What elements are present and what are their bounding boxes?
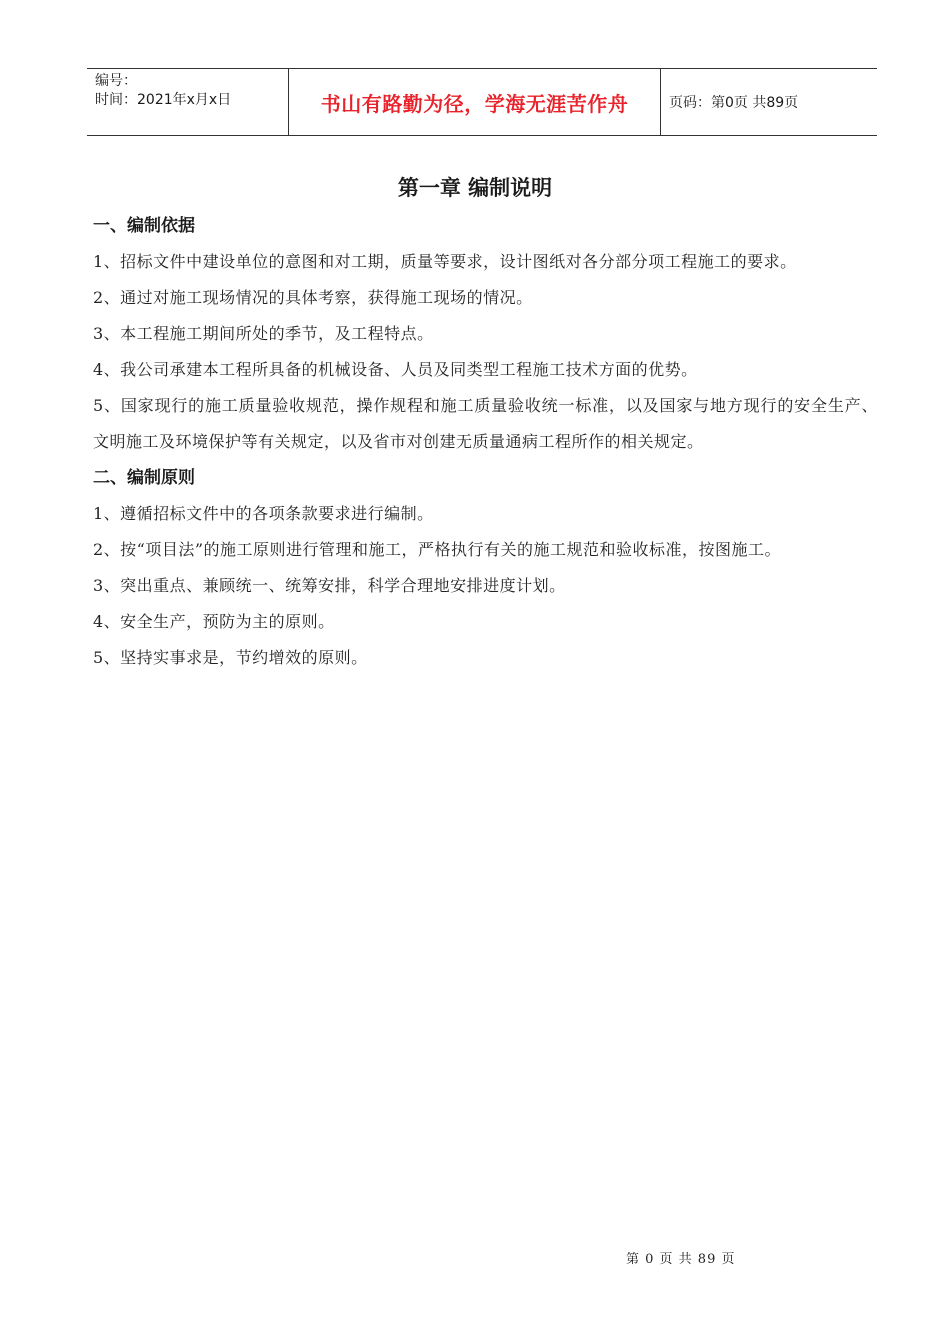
header-page-cell [661, 69, 877, 135]
document-time-label: 时间：2021年x月x日 [95, 92, 232, 108]
paragraph: 1、招标文件中建设单位的意图和对工期，质量等要求，设计图纸对各分部分项工程施工的要求。 [93, 252, 797, 271]
header-motto-cell [288, 69, 661, 135]
document-body [93, 208, 878, 676]
paragraph: 3、突出重点、兼顾统一、统筹安排，科学合理地安排进度计划。 [93, 576, 566, 595]
paragraph: 3、本工程施工期间所处的季节，及工程特点。 [93, 324, 434, 343]
paragraph: 2、按“项目法”的施工原则进行管理和施工，严格执行有关的施工规范和验收标准，按图施工。 [93, 540, 782, 559]
paragraph: 4、我公司承建本工程所具备的机械设备、人员及同类型工程施工技术方面的优势。 [93, 360, 698, 379]
header-page-info: 页码：第0页 共89页 [669, 95, 799, 111]
section-basis [93, 208, 878, 460]
paragraph: 1、遵循招标文件中的各项条款要求进行编制。 [93, 504, 434, 523]
header-meta [87, 69, 288, 135]
page-footer: 第 0 页 共 89 页 [626, 1252, 736, 1267]
section-heading: 一、编制依据 [93, 216, 195, 236]
paragraph: 5、国家现行的施工质量验收规范，操作规程和施工质量验收统一标准，以及国家与地方现行的安全生产、文明施工及环境保护等有关规定，以及省市对创建无质量通病工程所作的相关规定。 [93, 396, 878, 451]
document-header [87, 68, 877, 136]
paragraph: 2、通过对施工现场情况的具体考察，获得施工现场的情况。 [93, 288, 533, 307]
paragraph: 5、坚持实事求是，节约增效的原则。 [93, 648, 368, 667]
chapter-title: 第一章 编制说明 [397, 176, 553, 200]
document-number-label: 编号： [95, 73, 137, 89]
section-heading: 二、编制原则 [93, 468, 195, 488]
header-motto: 书山有路勤为径，学海无涯苦作舟 [320, 91, 629, 116]
section-principles [93, 460, 878, 676]
paragraph: 4、安全生产，预防为主的原则。 [93, 612, 335, 631]
